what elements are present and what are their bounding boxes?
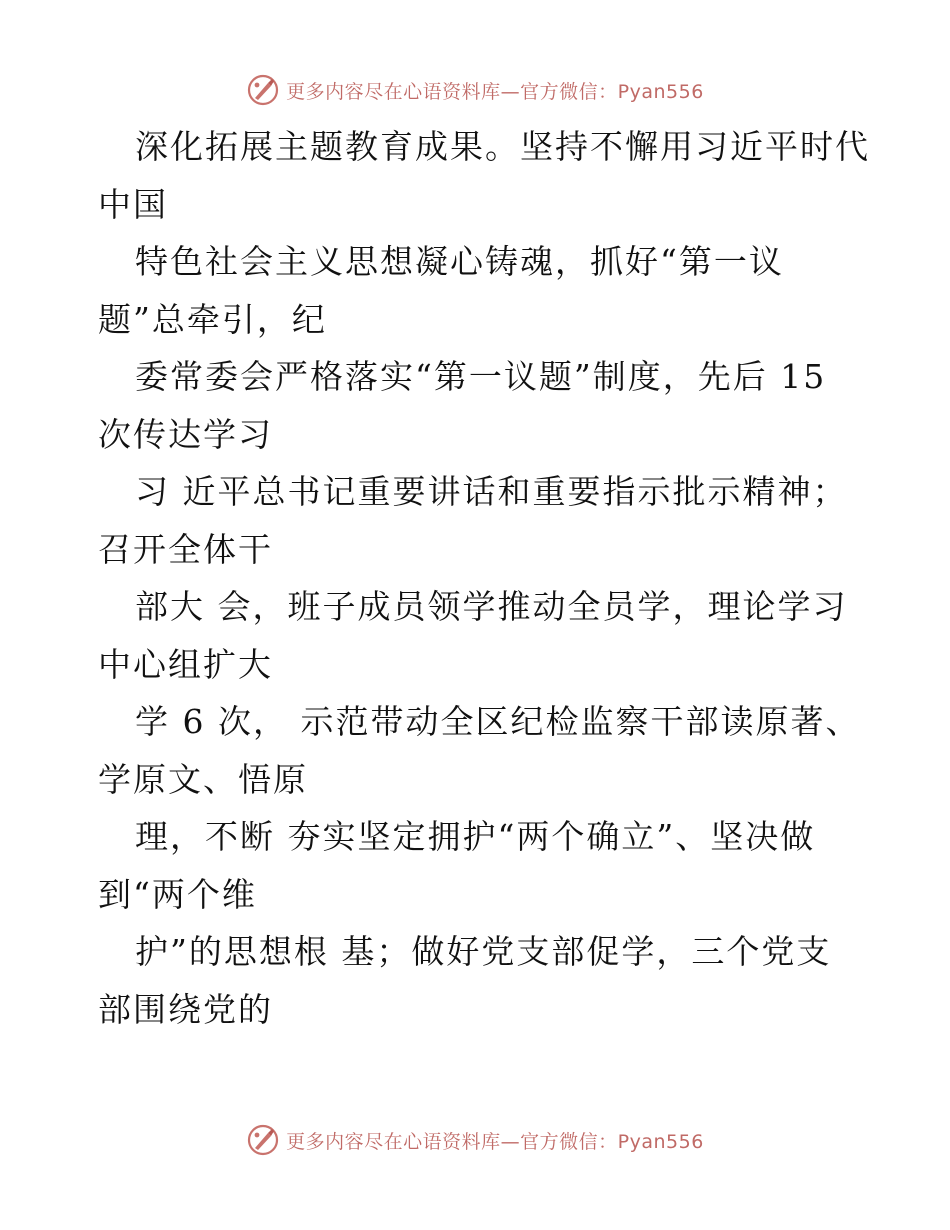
body-line: 到“两个维 [98,874,257,914]
body-line: 深化拓展主题教育成果。坚持不懈用习近平时代 [135,127,870,166]
footer-banner-text: 更多内容尽在心语资料库—官方微信：Pyan556 [286,1130,704,1153]
pen-quill-logo-icon [246,1123,280,1157]
footer-banner [0,1120,950,1160]
body-line: 题”总牵引，纪 [98,299,327,339]
body-line: 特色社会主义思想凝心铸魂，抓好“第一议 [135,242,784,281]
pen-quill-logo-icon [246,73,280,107]
body-line: 学原文、悟原 [98,759,308,799]
body-line: 中心组扩大 [98,644,273,684]
body-line: 中国 [98,184,168,224]
body-line: 委常委会严格落实“第一议题”制度，先后 15 [135,357,827,396]
body-line: 学 6 次， 示范带动全区纪检监察干部读原著、 [135,702,861,741]
body-line: 习 近平总书记重要讲话和重要指示批示精神； [135,472,848,511]
header-banner [0,70,950,110]
body-line: 护”的思想根 基；做好党支部促学，三个党支 [135,932,832,971]
body-line: 部大 会，班子成员领学推动全员学，理论学习 [135,587,848,626]
body-line: 召开全体干 [98,529,273,569]
body-line: 理，不断 夯实坚定拥护“两个确立”、坚决做 [135,817,816,856]
document-body [98,118,870,1038]
body-line: 部围绕党的 [98,989,273,1029]
header-banner-text: 更多内容尽在心语资料库—官方微信：Pyan556 [286,80,704,103]
body-line: 次传达学习 [98,414,273,454]
